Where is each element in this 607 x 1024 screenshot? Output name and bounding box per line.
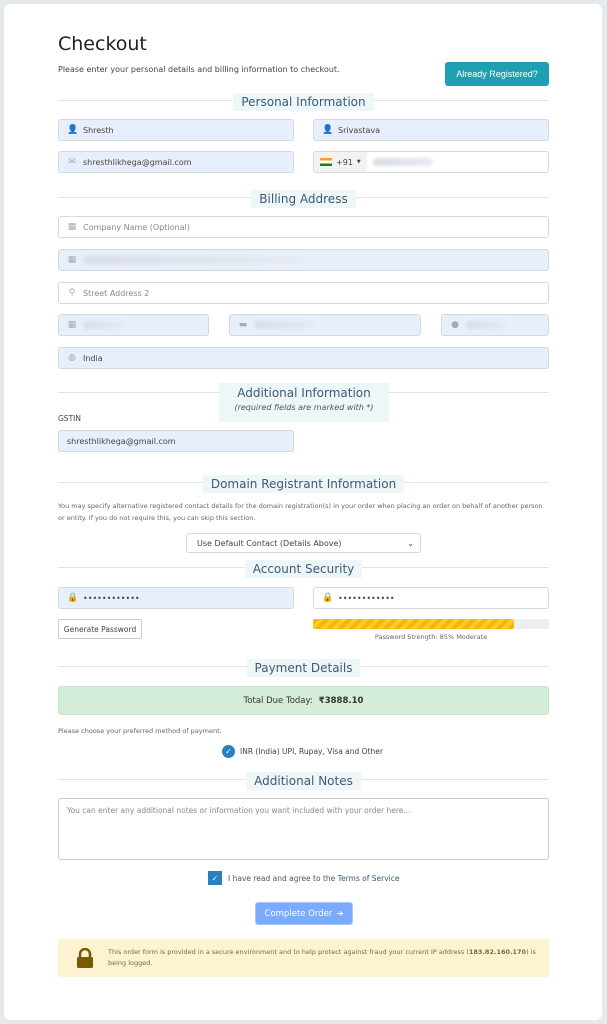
section-security xyxy=(58,562,549,576)
user-icon: 👤 xyxy=(67,125,79,135)
already-registered-button[interactable]: Already Registered? xyxy=(445,62,549,86)
company-field[interactable] xyxy=(58,216,549,238)
select-value: Use Default Contact (Details Above) xyxy=(197,538,342,548)
street2-placeholder: Street Address 2 xyxy=(83,288,150,298)
chevron-down-icon: ⌄ xyxy=(407,538,414,548)
building-icon: ▦ xyxy=(67,222,77,232)
password-strength-bar xyxy=(313,619,549,629)
payment-method-radio[interactable] xyxy=(222,745,383,758)
country-code: +91 xyxy=(336,157,353,167)
caret-down-icon: ▼ xyxy=(356,159,361,165)
total-due-box xyxy=(58,686,549,715)
password-field[interactable] xyxy=(58,587,294,609)
gstin-field[interactable] xyxy=(58,430,294,452)
building-icon: ▦ xyxy=(67,255,77,265)
address-redacted xyxy=(83,256,303,264)
total-value: ₹3888.10 xyxy=(318,695,364,706)
section-heading: Payment Details xyxy=(247,659,361,677)
last-name-value: Srivastava xyxy=(338,125,381,135)
email-value: shresthlikhega@gmail.com xyxy=(83,157,192,167)
lock-icon xyxy=(76,948,94,968)
page-subtitle: Please enter your personal details and billing information to checkout. xyxy=(58,65,340,74)
complete-order-label: Complete Order xyxy=(264,908,333,919)
phone-redacted xyxy=(373,158,433,166)
additional-heading-box xyxy=(219,383,389,422)
postcode-redacted xyxy=(466,321,506,329)
payment-choose-text: Please choose your preferred method of payment. xyxy=(58,727,222,735)
city-redacted xyxy=(83,321,123,329)
last-name-field[interactable] xyxy=(313,119,549,141)
section-heading: Personal Information xyxy=(233,93,373,111)
notes-textarea[interactable] xyxy=(58,798,549,860)
phone-field[interactable] xyxy=(313,151,549,173)
radio-checked-icon: ✓ xyxy=(222,745,235,758)
envelope-icon: ✉ xyxy=(68,157,76,167)
alert-text: This order form is provided in a secure environment and to help protect against fraud your current IP address (183.82.160.170) is being logged. xyxy=(108,948,536,967)
page-title: Checkout xyxy=(58,33,147,55)
password-strength-text: Password Strength: 85% Moderate xyxy=(374,633,488,641)
section-payment xyxy=(58,661,549,675)
ip-address: 183.82.160.170 xyxy=(468,948,527,956)
section-heading: Domain Registrant Information xyxy=(203,475,404,493)
state-redacted xyxy=(254,321,314,329)
certificate-icon: ● xyxy=(451,320,459,330)
terms-of-service-link[interactable]: Terms of Service xyxy=(337,873,400,883)
domain-description: You may specify alternative registered contact details for the domain registration(s) in your order when placing an order on behalf of another person or entity. If you do not require this, you can skip this section. xyxy=(58,502,543,522)
map-signs-icon: ▬ xyxy=(238,320,248,330)
password-value: •••••••••••• xyxy=(83,593,140,603)
checkbox-checked-icon: ✓ xyxy=(208,871,222,885)
country-select[interactable] xyxy=(58,347,549,369)
gstin-label: GSTIN xyxy=(58,414,81,423)
city-field[interactable] xyxy=(58,314,209,336)
complete-order-button[interactable] xyxy=(255,902,353,925)
street-address-1-field[interactable] xyxy=(58,249,549,271)
password-strength-fill xyxy=(313,619,514,629)
postcode-field[interactable] xyxy=(441,314,549,336)
company-placeholder: Company Name (Optional) xyxy=(83,222,190,232)
required-note: (required fields are marked with *) xyxy=(234,403,374,412)
building-icon: ▦ xyxy=(67,320,77,330)
arrow-circle-right-icon: ➔ xyxy=(336,908,344,919)
security-alert xyxy=(58,939,549,977)
country-code-select[interactable] xyxy=(314,152,367,172)
payment-method-label: INR (India) UPI, Rupay, Visa and Other xyxy=(240,747,383,756)
lock-icon: 🔒 xyxy=(322,593,334,603)
generate-password-button[interactable]: Generate Password xyxy=(58,619,142,639)
section-domain xyxy=(58,477,549,491)
first-name-value: Shresth xyxy=(83,125,114,135)
total-label: Total Due Today: xyxy=(243,695,313,706)
state-field[interactable] xyxy=(229,314,421,336)
user-icon: 👤 xyxy=(322,125,334,135)
notes-placeholder: You can enter any additional notes or information you want included with your order here... xyxy=(67,806,411,815)
section-personal xyxy=(58,95,549,109)
lock-icon: 🔒 xyxy=(67,593,79,603)
first-name-field[interactable] xyxy=(58,119,294,141)
tos-text: I have read and agree to the xyxy=(228,873,338,883)
domain-contact-select[interactable] xyxy=(186,533,421,553)
section-notes xyxy=(58,774,549,788)
email-field[interactable] xyxy=(58,151,294,173)
map-marker-icon: ⚲ xyxy=(68,288,76,298)
gstin-value: shresthlikhega@gmail.com xyxy=(67,436,176,446)
section-heading: Account Security xyxy=(245,560,363,578)
section-heading: Additional Notes xyxy=(246,772,361,790)
confirm-password-field[interactable] xyxy=(313,587,549,609)
section-heading: Additional Information xyxy=(237,386,371,400)
section-billing xyxy=(58,192,549,206)
section-heading: Billing Address xyxy=(251,190,355,208)
india-flag-icon xyxy=(320,158,332,166)
confirm-value: •••••••••••• xyxy=(338,593,395,603)
country-value: India xyxy=(83,353,103,363)
tos-checkbox[interactable] xyxy=(208,871,399,885)
street-address-2-field[interactable] xyxy=(58,282,549,304)
globe-icon: ◍ xyxy=(68,353,76,363)
